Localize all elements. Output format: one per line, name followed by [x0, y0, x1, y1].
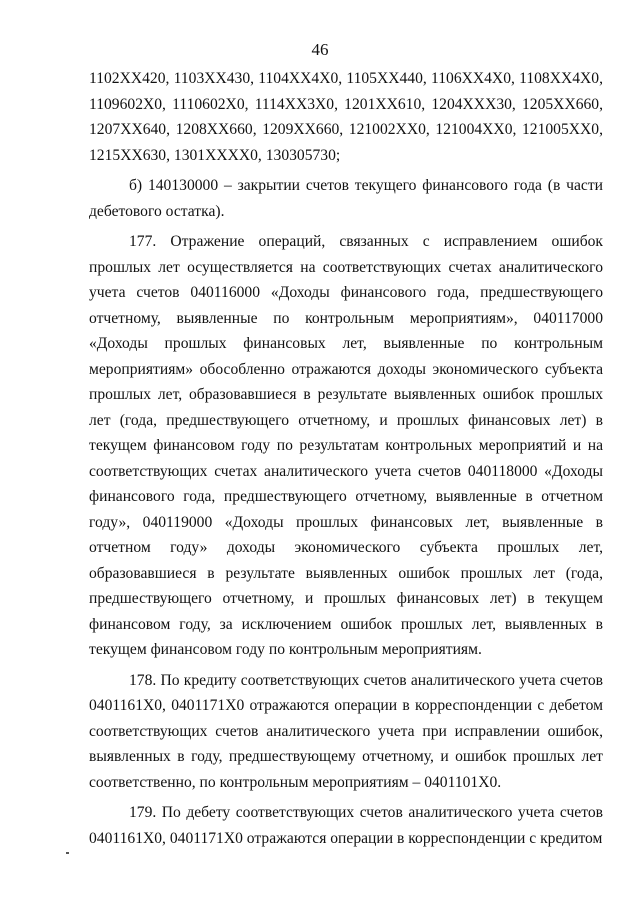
- document-body: [89, 66, 603, 851]
- paragraph-item-b: б) 140130000 – закрытии счетов текущего финансового года (в части дебетового остатка).: [89, 177, 603, 220]
- paragraph-179: 179. По дебету соответствующих счетов аналитического учета счетов 0401161Х0, 0401171Х0 отражаются операции в корреспонденции с кредитом: [89, 804, 603, 847]
- page-number: 46: [311, 40, 329, 59]
- paragraph-account-codes-list: 1102ХХ420, 1103ХХ430, 1104ХХ4Х0, 1105ХХ440, 1106ХХ4Х0, 1108ХХ4Х0, 1109602Х0, 1110602Х0, 1114ХХ3Х0, 1201ХХ610, 1204ХХХ30, 1205ХХ660, 1207ХХ640, 1208ХХ660, 1209ХХ660, 121002ХХ0, 121004ХХ0, 121005ХХ0, 1215ХХ630, 1301ХХХХ0, 130305730;: [89, 70, 603, 164]
- paragraph-177: 177. Отражение операций, связанных с исправлением ошибок прошлых лет осуществляется на соответствующих счетах аналитического учета счетов 040116000 «Доходы финансового года, предшествующего отчетному, выявленные по контрольным мероприятиям», 040117000 «Доходы прошлых финансовых лет, выявленные по контрольным мероприятиям» обособленно отражаются доходы экономического субъекта прошлых лет, образовавшиеся в результате выявленных ошибок прошлых лет (года, предшествующего отчетному, и прошлых финансовых лет) в текущем финансовом году по результатам контрольных мероприятий и на соответствующих счетах аналитического учета счетов 040118000 «Доходы финансового года, предшествующего отчетному, выявленные в отчетном году», 040119000 «Доходы прошлых финансовых лет, выявленные в отчетном году» доходы экономического субъекта прошлых лет, образовавшиеся в результате выявленных ошибок прошлых лет (года, предшествующего отчетному, и прошлых финансовых лет) в текущем финансовом году, за исключением ошибок прошлых лет, выявленных в текущем финансовом году по контрольным мероприятиям.: [89, 233, 603, 658]
- paragraph-178: 178. По кредиту соответствующих счетов аналитического учета счетов 0401161Х0, 0401171Х0 отражаются операции в корреспонденции с дебетом соответствующих счетов аналитического учета при исправлении ошибок, выявленных в году, предшествующему отчетному, и ошибок прошлых лет соответственно, по контрольным мероприятиям – 0401101Х0.: [89, 671, 603, 791]
- scan-mark: [66, 852, 69, 854]
